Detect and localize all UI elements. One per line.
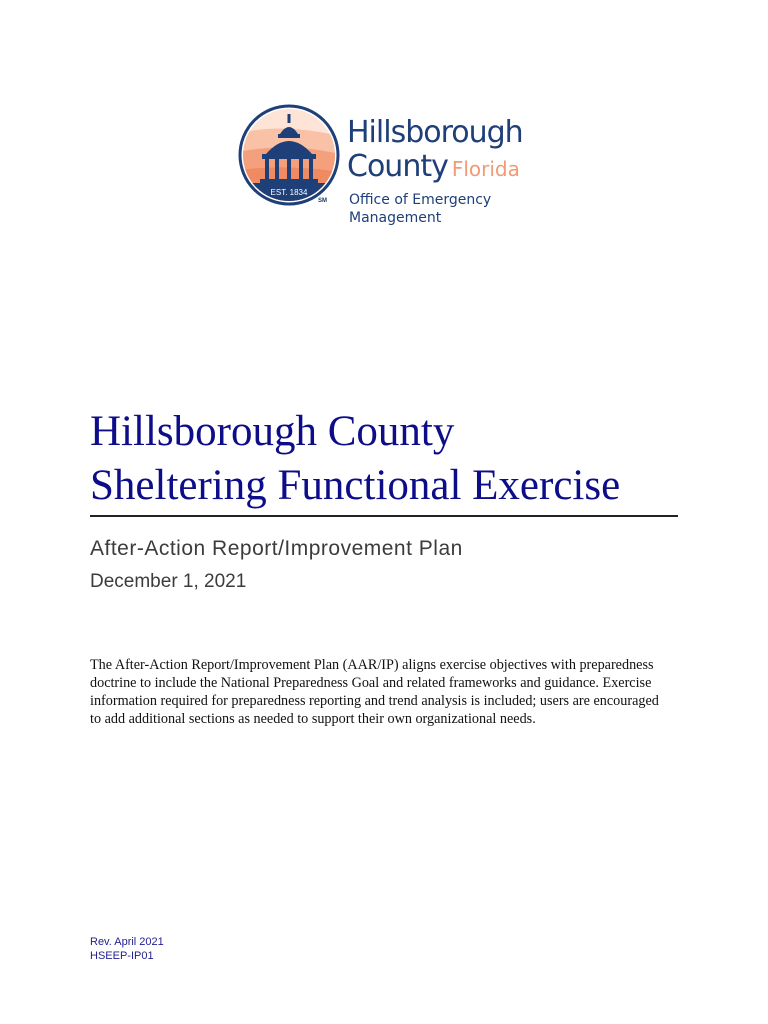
- title-line2: Sheltering Functional Exercise: [90, 462, 621, 509]
- wordmark-line1: Hillsborough: [347, 115, 523, 150]
- office-line2: Management: [349, 210, 442, 226]
- footer-revision: Rev. April 2021: [90, 936, 164, 948]
- service-mark: SM: [318, 198, 327, 204]
- wordmark-line2: [347, 150, 523, 186]
- document-subtitle: After-Action Report/Improvement Plan: [90, 537, 463, 560]
- wordmark-county: County: [347, 149, 448, 184]
- wordmark-state: Florida: [451, 157, 520, 181]
- footer-code: HSEEP-IP01: [90, 950, 154, 962]
- county-seal-icon: [238, 104, 340, 206]
- office-line1: Office of Emergency: [349, 192, 492, 208]
- document-date: December 1, 2021: [90, 571, 247, 592]
- seal-est-text: EST. 1834: [270, 188, 308, 197]
- office-name: [349, 191, 491, 227]
- title-divider: [90, 515, 678, 517]
- intro-paragraph: The After-Action Report/Improvement Plan (AAR/IP) aligns exercise objectives with preparedness doctrine to include the National Preparedness Goal and related frameworks and guidance. Exercise information required for preparedness reporting and trend analysis is included; users are encouraged to add additional sections as needed to support their own organizational needs.: [90, 657, 659, 727]
- county-wordmark: [347, 116, 523, 186]
- county-logo: [238, 104, 538, 234]
- footer: [90, 935, 164, 963]
- page-title: [90, 405, 690, 513]
- title-line1: Hillsborough County: [90, 408, 455, 455]
